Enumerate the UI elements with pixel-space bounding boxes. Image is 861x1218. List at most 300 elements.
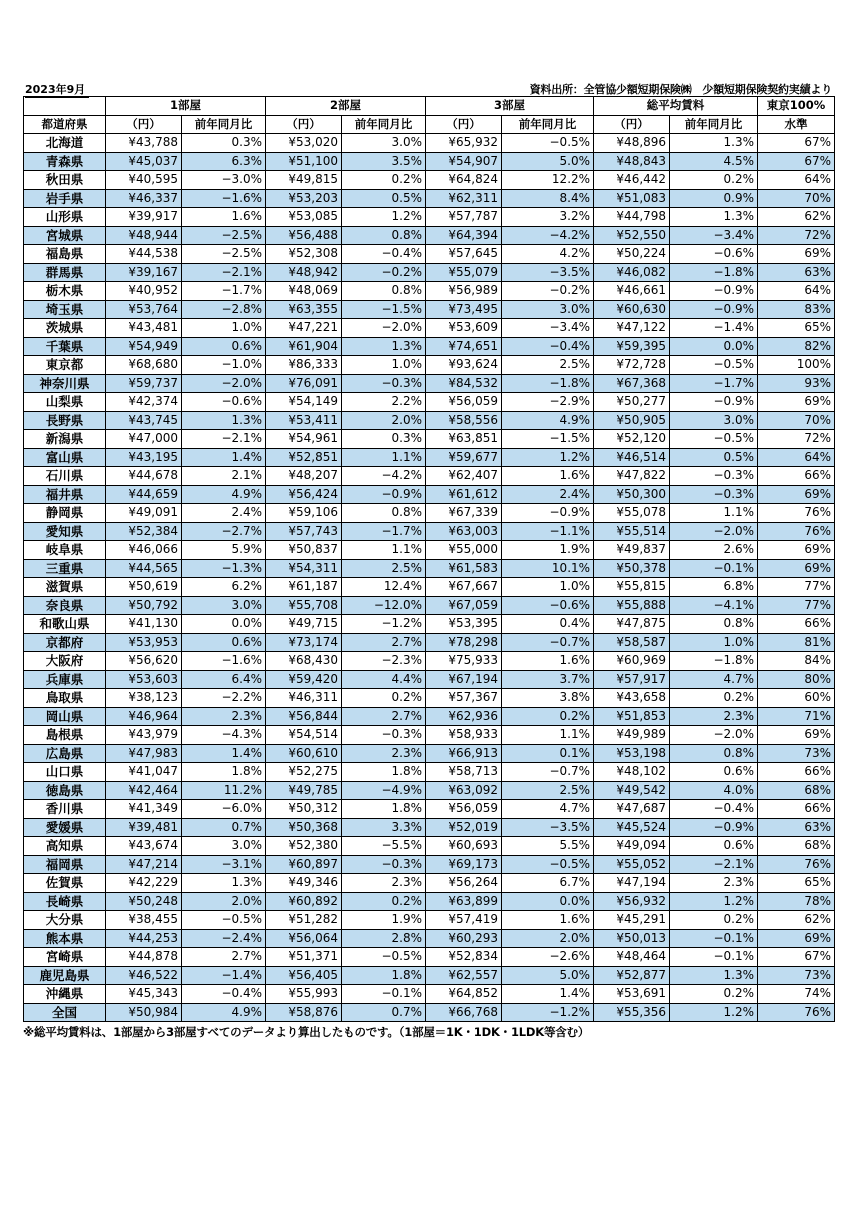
prefecture-cell: 福井県	[24, 485, 106, 504]
rent-2room-cell: ¥51,371	[266, 948, 342, 967]
tokyo-level-cell: 83%	[758, 300, 835, 319]
yoy-average-cell: −0.1%	[670, 948, 758, 967]
rent-2room-cell: ¥50,312	[266, 800, 342, 819]
rent-3room-cell: ¥58,713	[426, 763, 502, 782]
yoy-2room-cell: 2.5%	[342, 559, 426, 578]
yoy-1room-cell: −2.7%	[182, 522, 266, 541]
header-yen-1: （円）	[106, 115, 182, 134]
yoy-1room-cell: −1.7%	[182, 282, 266, 301]
rent-2room-cell: ¥52,380	[266, 837, 342, 856]
rent-3room-cell: ¥60,693	[426, 837, 502, 856]
yoy-3room-cell: 6.7%	[502, 874, 594, 893]
yoy-3room-cell: 0.4%	[502, 615, 594, 634]
rent-1room-cell: ¥43,195	[106, 448, 182, 467]
rent-average-cell: ¥43,658	[594, 689, 670, 708]
prefecture-cell: 山形県	[24, 208, 106, 227]
header-yoy-3: 前年同月比	[502, 115, 594, 134]
yoy-1room-cell: −2.1%	[182, 430, 266, 449]
rent-3room-cell: ¥93,624	[426, 356, 502, 375]
yoy-average-cell: −2.1%	[670, 855, 758, 874]
rent-3room-cell: ¥67,194	[426, 670, 502, 689]
table-row	[24, 485, 835, 504]
yoy-3room-cell: 12.2%	[502, 171, 594, 190]
tokyo-level-cell: 64%	[758, 171, 835, 190]
rent-average-cell: ¥55,356	[594, 1003, 670, 1022]
rent-average-cell: ¥55,052	[594, 855, 670, 874]
yoy-2room-cell: 0.3%	[342, 430, 426, 449]
rent-2room-cell: ¥46,311	[266, 689, 342, 708]
yoy-average-cell: −1.8%	[670, 652, 758, 671]
rent-1room-cell: ¥50,619	[106, 578, 182, 597]
rent-2room-cell: ¥53,020	[266, 134, 342, 153]
yoy-3room-cell: 1.4%	[502, 985, 594, 1004]
rent-2room-cell: ¥61,904	[266, 337, 342, 356]
rent-3room-cell: ¥63,003	[426, 522, 502, 541]
yoy-average-cell: 4.0%	[670, 781, 758, 800]
yoy-2room-cell: 0.7%	[342, 1003, 426, 1022]
rent-1room-cell: ¥54,949	[106, 337, 182, 356]
prefecture-cell: 宮城県	[24, 226, 106, 245]
header-yen-3: （円）	[426, 115, 502, 134]
rent-average-cell: ¥46,661	[594, 282, 670, 301]
yoy-1room-cell: −1.3%	[182, 559, 266, 578]
tokyo-level-cell: 62%	[758, 911, 835, 930]
rent-3room-cell: ¥60,293	[426, 929, 502, 948]
table-row	[24, 393, 835, 412]
yoy-3room-cell: 2.5%	[502, 356, 594, 375]
yoy-average-cell: −0.6%	[670, 245, 758, 264]
yoy-1room-cell: −2.5%	[182, 226, 266, 245]
rent-2room-cell: ¥48,069	[266, 282, 342, 301]
rent-average-cell: ¥49,989	[594, 726, 670, 745]
rent-2room-cell: ¥53,411	[266, 411, 342, 430]
yoy-3room-cell: −4.2%	[502, 226, 594, 245]
tokyo-level-cell: 60%	[758, 689, 835, 708]
tokyo-level-cell: 66%	[758, 800, 835, 819]
rent-average-cell: ¥50,224	[594, 245, 670, 264]
header-1room: 1部屋	[106, 97, 266, 116]
header-average: 総平均賃料	[594, 97, 758, 116]
rent-2room-cell: ¥55,993	[266, 985, 342, 1004]
yoy-2room-cell: −0.5%	[342, 948, 426, 967]
table-row	[24, 652, 835, 671]
header-level: 水準	[758, 115, 835, 134]
yoy-1room-cell: 1.6%	[182, 208, 266, 227]
yoy-average-cell: 0.6%	[670, 763, 758, 782]
rent-average-cell: ¥55,078	[594, 504, 670, 523]
yoy-average-cell: 0.2%	[670, 689, 758, 708]
table-row	[24, 337, 835, 356]
yoy-3room-cell: −0.5%	[502, 134, 594, 153]
tokyo-level-cell: 100%	[758, 356, 835, 375]
prefecture-cell: 大阪府	[24, 652, 106, 671]
yoy-average-cell: 0.2%	[670, 985, 758, 1004]
table-row	[24, 615, 835, 634]
yoy-3room-cell: −0.9%	[502, 504, 594, 523]
table-row	[24, 171, 835, 190]
prefecture-cell: 愛知県	[24, 522, 106, 541]
rent-3room-cell: ¥56,264	[426, 874, 502, 893]
yoy-3room-cell: 0.1%	[502, 744, 594, 763]
tokyo-level-cell: 77%	[758, 596, 835, 615]
rent-2room-cell: ¥59,420	[266, 670, 342, 689]
header-yoy-2: 前年同月比	[342, 115, 426, 134]
rent-average-cell: ¥50,905	[594, 411, 670, 430]
yoy-2room-cell: 0.2%	[342, 892, 426, 911]
tokyo-level-cell: 73%	[758, 744, 835, 763]
yoy-1room-cell: 1.4%	[182, 744, 266, 763]
table-row	[24, 448, 835, 467]
rent-3room-cell: ¥66,768	[426, 1003, 502, 1022]
rent-1room-cell: ¥44,253	[106, 929, 182, 948]
rent-2room-cell: ¥53,085	[266, 208, 342, 227]
yoy-2room-cell: −0.3%	[342, 374, 426, 393]
prefecture-cell: 栃木県	[24, 282, 106, 301]
yoy-3room-cell: −1.8%	[502, 374, 594, 393]
yoy-1room-cell: −2.2%	[182, 689, 266, 708]
table-row	[24, 670, 835, 689]
yoy-average-cell: 0.6%	[670, 837, 758, 856]
table-row	[24, 300, 835, 319]
rent-3room-cell: ¥55,079	[426, 263, 502, 282]
yoy-1room-cell: 5.9%	[182, 541, 266, 560]
yoy-3room-cell: 1.2%	[502, 448, 594, 467]
yoy-3room-cell: 3.8%	[502, 689, 594, 708]
yoy-1room-cell: −1.0%	[182, 356, 266, 375]
yoy-1room-cell: 1.8%	[182, 763, 266, 782]
prefecture-cell: 徳島県	[24, 781, 106, 800]
yoy-3room-cell: 8.4%	[502, 189, 594, 208]
yoy-average-cell: 4.7%	[670, 670, 758, 689]
yoy-3room-cell: 1.6%	[502, 467, 594, 486]
yoy-2room-cell: −4.9%	[342, 781, 426, 800]
rent-1room-cell: ¥39,917	[106, 208, 182, 227]
rent-average-cell: ¥47,194	[594, 874, 670, 893]
yoy-1room-cell: 2.7%	[182, 948, 266, 967]
rent-1room-cell: ¥43,745	[106, 411, 182, 430]
tokyo-level-cell: 82%	[758, 337, 835, 356]
rent-3room-cell: ¥63,899	[426, 892, 502, 911]
rent-3room-cell: ¥59,677	[426, 448, 502, 467]
table-row	[24, 374, 835, 393]
prefecture-cell: 富山県	[24, 448, 106, 467]
table-row	[24, 633, 835, 652]
yoy-average-cell: −1.4%	[670, 319, 758, 338]
rent-3room-cell: ¥64,824	[426, 171, 502, 190]
yoy-1room-cell: 6.2%	[182, 578, 266, 597]
rent-1room-cell: ¥46,522	[106, 966, 182, 985]
table-row	[24, 855, 835, 874]
yoy-average-cell: −0.5%	[670, 430, 758, 449]
yoy-2room-cell: 0.2%	[342, 689, 426, 708]
prefecture-cell: 全国	[24, 1003, 106, 1022]
table-row	[24, 818, 835, 837]
prefecture-cell: 茨城県	[24, 319, 106, 338]
table-row	[24, 226, 835, 245]
tokyo-level-cell: 69%	[758, 559, 835, 578]
table-row	[24, 689, 835, 708]
tokyo-level-cell: 67%	[758, 152, 835, 171]
rent-3room-cell: ¥58,556	[426, 411, 502, 430]
yoy-2room-cell: −4.2%	[342, 467, 426, 486]
rent-1room-cell: ¥56,620	[106, 652, 182, 671]
yoy-2room-cell: 2.7%	[342, 707, 426, 726]
rent-2room-cell: ¥56,064	[266, 929, 342, 948]
yoy-3room-cell: −1.5%	[502, 430, 594, 449]
tokyo-level-cell: 69%	[758, 245, 835, 264]
tokyo-level-cell: 63%	[758, 818, 835, 837]
rent-average-cell: ¥50,013	[594, 929, 670, 948]
yoy-1room-cell: 6.3%	[182, 152, 266, 171]
rent-3room-cell: ¥62,936	[426, 707, 502, 726]
yoy-average-cell: −2.0%	[670, 522, 758, 541]
rent-1room-cell: ¥48,944	[106, 226, 182, 245]
yoy-1room-cell: 1.3%	[182, 874, 266, 893]
rent-1room-cell: ¥41,047	[106, 763, 182, 782]
tokyo-level-cell: 63%	[758, 263, 835, 282]
yoy-1room-cell: −0.5%	[182, 911, 266, 930]
tokyo-level-cell: 69%	[758, 393, 835, 412]
yoy-2room-cell: −2.3%	[342, 652, 426, 671]
rent-average-cell: ¥45,524	[594, 818, 670, 837]
rent-3room-cell: ¥58,933	[426, 726, 502, 745]
yoy-average-cell: −0.3%	[670, 485, 758, 504]
rent-average-cell: ¥53,198	[594, 744, 670, 763]
yoy-average-cell: −0.9%	[670, 300, 758, 319]
rent-average-cell: ¥48,464	[594, 948, 670, 967]
tokyo-level-cell: 93%	[758, 374, 835, 393]
rent-1room-cell: ¥59,737	[106, 374, 182, 393]
table-row	[24, 911, 835, 930]
tokyo-level-cell: 69%	[758, 541, 835, 560]
prefecture-cell: 兵庫県	[24, 670, 106, 689]
yoy-1room-cell: 2.3%	[182, 707, 266, 726]
yoy-1room-cell: 3.0%	[182, 596, 266, 615]
rent-average-cell: ¥58,587	[594, 633, 670, 652]
prefecture-cell: 三重県	[24, 559, 106, 578]
yoy-3room-cell: 2.0%	[502, 929, 594, 948]
yoy-2room-cell: 1.0%	[342, 356, 426, 375]
yoy-1room-cell: 2.1%	[182, 467, 266, 486]
rent-3room-cell: ¥53,609	[426, 319, 502, 338]
yoy-2room-cell: 1.8%	[342, 763, 426, 782]
rent-average-cell: ¥60,969	[594, 652, 670, 671]
rent-2room-cell: ¥63,355	[266, 300, 342, 319]
rent-2room-cell: ¥76,091	[266, 374, 342, 393]
header-corner	[24, 97, 106, 116]
yoy-3room-cell: 5.0%	[502, 966, 594, 985]
tokyo-level-cell: 66%	[758, 615, 835, 634]
table-row	[24, 282, 835, 301]
yoy-3room-cell: 1.6%	[502, 652, 594, 671]
rent-2room-cell: ¥48,207	[266, 467, 342, 486]
prefecture-cell: 高知県	[24, 837, 106, 856]
rent-3room-cell: ¥56,989	[426, 282, 502, 301]
rent-1room-cell: ¥52,384	[106, 522, 182, 541]
yoy-2room-cell: −0.4%	[342, 245, 426, 264]
tokyo-level-cell: 78%	[758, 892, 835, 911]
rent-3room-cell: ¥62,407	[426, 467, 502, 486]
rent-2room-cell: ¥52,308	[266, 245, 342, 264]
yoy-average-cell: −3.4%	[670, 226, 758, 245]
rent-average-cell: ¥46,442	[594, 171, 670, 190]
header-row-sub	[24, 115, 835, 134]
yoy-2room-cell: −1.5%	[342, 300, 426, 319]
rent-average-cell: ¥44,798	[594, 208, 670, 227]
rent-3room-cell: ¥54,907	[426, 152, 502, 171]
rent-average-cell: ¥51,853	[594, 707, 670, 726]
rent-3room-cell: ¥52,019	[426, 818, 502, 837]
rent-3room-cell: ¥55,000	[426, 541, 502, 560]
table-row	[24, 263, 835, 282]
table-row	[24, 596, 835, 615]
yoy-2room-cell: −12.0%	[342, 596, 426, 615]
rent-average-cell: ¥55,815	[594, 578, 670, 597]
table-row	[24, 1003, 835, 1022]
prefecture-cell: 鹿児島県	[24, 966, 106, 985]
yoy-2room-cell: −0.9%	[342, 485, 426, 504]
rent-report-sheet	[23, 80, 834, 1040]
yoy-average-cell: 6.8%	[670, 578, 758, 597]
prefecture-cell: 岐阜県	[24, 541, 106, 560]
rent-1room-cell: ¥40,952	[106, 282, 182, 301]
yoy-2room-cell: −1.7%	[342, 522, 426, 541]
yoy-average-cell: 1.2%	[670, 892, 758, 911]
table-row	[24, 134, 835, 153]
tokyo-level-cell: 76%	[758, 504, 835, 523]
yoy-1room-cell: 6.4%	[182, 670, 266, 689]
prefecture-cell: 宮崎県	[24, 948, 106, 967]
rent-1room-cell: ¥46,964	[106, 707, 182, 726]
tokyo-level-cell: 69%	[758, 929, 835, 948]
rent-3room-cell: ¥78,298	[426, 633, 502, 652]
yoy-3room-cell: 4.2%	[502, 245, 594, 264]
tokyo-level-cell: 73%	[758, 966, 835, 985]
table-body	[24, 134, 835, 1022]
rent-average-cell: ¥60,630	[594, 300, 670, 319]
rent-2room-cell: ¥61,187	[266, 578, 342, 597]
rent-1room-cell: ¥43,979	[106, 726, 182, 745]
rent-average-cell: ¥49,542	[594, 781, 670, 800]
rent-average-cell: ¥46,514	[594, 448, 670, 467]
yoy-3room-cell: −3.5%	[502, 818, 594, 837]
yoy-1room-cell: −1.6%	[182, 189, 266, 208]
yoy-average-cell: −0.9%	[670, 282, 758, 301]
table-row	[24, 541, 835, 560]
table-row	[24, 356, 835, 375]
tokyo-level-cell: 74%	[758, 985, 835, 1004]
yoy-3room-cell: −2.9%	[502, 393, 594, 412]
yoy-2room-cell: 1.1%	[342, 541, 426, 560]
yoy-average-cell: 0.0%	[670, 337, 758, 356]
rent-2room-cell: ¥86,333	[266, 356, 342, 375]
rent-3room-cell: ¥61,612	[426, 485, 502, 504]
rent-1room-cell: ¥43,674	[106, 837, 182, 856]
rent-1room-cell: ¥43,788	[106, 134, 182, 153]
rent-average-cell: ¥53,691	[594, 985, 670, 1004]
yoy-average-cell: 2.3%	[670, 707, 758, 726]
yoy-1room-cell: −6.0%	[182, 800, 266, 819]
rent-2room-cell: ¥56,405	[266, 966, 342, 985]
yoy-average-cell: −0.5%	[670, 356, 758, 375]
rent-average-cell: ¥48,843	[594, 152, 670, 171]
yoy-1room-cell: −1.4%	[182, 966, 266, 985]
rent-1room-cell: ¥50,984	[106, 1003, 182, 1022]
rent-average-cell: ¥50,300	[594, 485, 670, 504]
rent-1room-cell: ¥38,123	[106, 689, 182, 708]
rent-3room-cell: ¥63,851	[426, 430, 502, 449]
footnote: ※総平均賃料は、1部屋から3部屋すべてのデータより算出したものです。（1部屋＝1K・1DK・1LDK等含む）	[23, 1025, 590, 1039]
yoy-1room-cell: 1.3%	[182, 411, 266, 430]
yoy-1room-cell: 3.0%	[182, 837, 266, 856]
prefecture-cell: 和歌山県	[24, 615, 106, 634]
tokyo-level-cell: 72%	[758, 226, 835, 245]
header-yen-avg: （円）	[594, 115, 670, 134]
table-row	[24, 504, 835, 523]
yoy-3room-cell: 0.0%	[502, 892, 594, 911]
table-row	[24, 208, 835, 227]
yoy-2room-cell: 1.3%	[342, 337, 426, 356]
yoy-1room-cell: −3.0%	[182, 171, 266, 190]
yoy-2room-cell: 12.4%	[342, 578, 426, 597]
yoy-average-cell: −0.3%	[670, 467, 758, 486]
yoy-3room-cell: −3.5%	[502, 263, 594, 282]
rent-1room-cell: ¥46,066	[106, 541, 182, 560]
prefecture-cell: 福岡県	[24, 855, 106, 874]
rent-3room-cell: ¥57,787	[426, 208, 502, 227]
rent-3room-cell: ¥63,092	[426, 781, 502, 800]
rent-2room-cell: ¥60,892	[266, 892, 342, 911]
yoy-2room-cell: −2.0%	[342, 319, 426, 338]
yoy-2room-cell: 4.4%	[342, 670, 426, 689]
table-row	[24, 522, 835, 541]
table-row	[24, 966, 835, 985]
rent-2room-cell: ¥56,488	[266, 226, 342, 245]
yoy-2room-cell: −0.1%	[342, 985, 426, 1004]
rent-3room-cell: ¥69,173	[426, 855, 502, 874]
rent-1room-cell: ¥42,229	[106, 874, 182, 893]
rent-average-cell: ¥46,082	[594, 263, 670, 282]
prefecture-cell: 滋賀県	[24, 578, 106, 597]
yoy-average-cell: 1.3%	[670, 134, 758, 153]
rent-average-cell: ¥48,102	[594, 763, 670, 782]
prefecture-cell: 香川県	[24, 800, 106, 819]
yoy-average-cell: −2.0%	[670, 726, 758, 745]
tokyo-level-cell: 67%	[758, 948, 835, 967]
rent-3room-cell: ¥57,419	[426, 911, 502, 930]
yoy-3room-cell: 5.5%	[502, 837, 594, 856]
rent-1room-cell: ¥53,603	[106, 670, 182, 689]
yoy-1room-cell: 0.3%	[182, 134, 266, 153]
yoy-1room-cell: 0.0%	[182, 615, 266, 634]
tokyo-level-cell: 81%	[758, 633, 835, 652]
yoy-1room-cell: 2.0%	[182, 892, 266, 911]
rent-average-cell: ¥52,550	[594, 226, 670, 245]
rent-average-cell: ¥55,514	[594, 522, 670, 541]
table-row	[24, 892, 835, 911]
yoy-average-cell: 0.5%	[670, 448, 758, 467]
yoy-average-cell: 0.9%	[670, 189, 758, 208]
tokyo-level-cell: 69%	[758, 485, 835, 504]
rent-1room-cell: ¥53,764	[106, 300, 182, 319]
yoy-3room-cell: 10.1%	[502, 559, 594, 578]
yoy-3room-cell: −0.2%	[502, 282, 594, 301]
yoy-2room-cell: −0.3%	[342, 726, 426, 745]
yoy-3room-cell: −0.5%	[502, 855, 594, 874]
yoy-1room-cell: −1.6%	[182, 652, 266, 671]
rent-2room-cell: ¥54,514	[266, 726, 342, 745]
yoy-3room-cell: −2.6%	[502, 948, 594, 967]
